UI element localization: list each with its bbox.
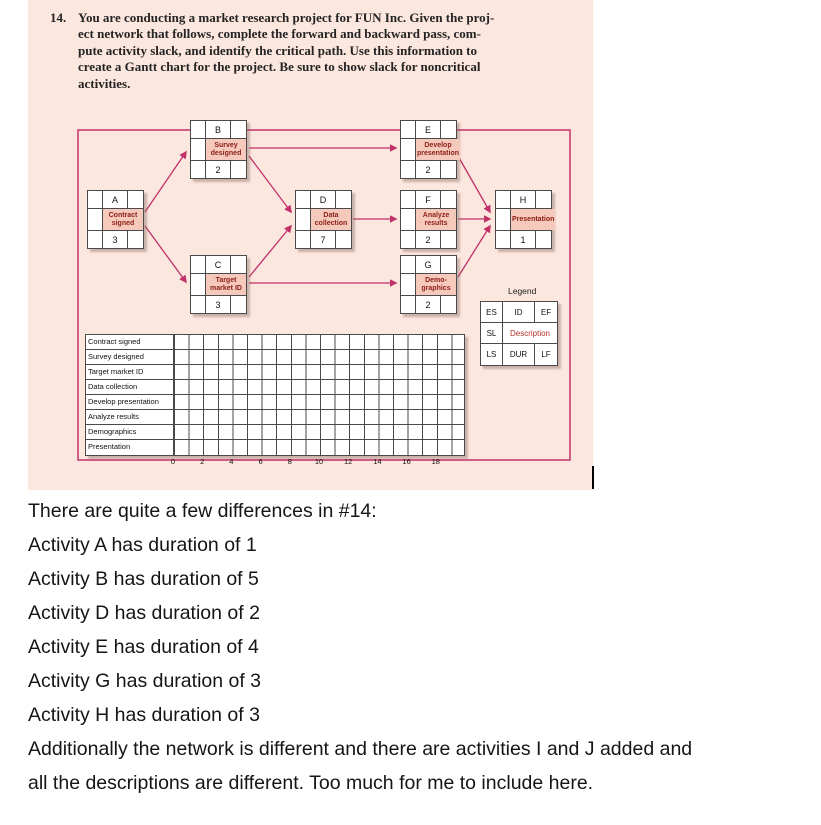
node-ls-cell: [191, 296, 206, 313]
node-ef-cell: [336, 191, 351, 208]
gantt-axis-label: 6: [258, 457, 263, 466]
node-description: Develop presentation: [416, 139, 460, 160]
gantt-row-label: Develop presentation: [86, 395, 174, 409]
node-slack-cell: [401, 209, 416, 230]
node-lf-cell: [441, 231, 456, 248]
gantt-chart: [85, 334, 465, 456]
activity-node-b: [190, 120, 247, 179]
gantt-axis: [85, 457, 465, 468]
activity-node-a: [87, 190, 144, 249]
node-slack-cell: [88, 209, 103, 230]
problem-line: You are conducting a market research project for FUN Inc. Given the proj-: [78, 10, 495, 25]
gantt-grid: [174, 425, 464, 439]
activity-node-f: [400, 190, 457, 249]
gantt-row-label: Demographics: [86, 425, 174, 439]
arrow-a-b: [145, 152, 186, 212]
node-description: Target market ID: [206, 274, 246, 295]
gantt-grid: [174, 365, 464, 379]
gantt-axis-label: 12: [344, 457, 353, 466]
node-es-cell: [496, 191, 511, 208]
legend-ef: EF: [540, 307, 552, 317]
node-duration: 2: [416, 161, 441, 178]
node-ls-cell: [401, 231, 416, 248]
problem-figure-panel: [28, 0, 593, 490]
node-id: C: [206, 256, 231, 273]
gantt-axis-label: 16: [402, 457, 411, 466]
gantt-row: [86, 365, 464, 380]
gantt-grid: [174, 335, 464, 349]
gantt-grid: [174, 395, 464, 409]
gantt-grid: [174, 440, 464, 455]
gantt-axis-label: 0: [170, 457, 176, 466]
notes-text: [28, 494, 696, 800]
gantt-row: [86, 440, 464, 455]
node-slack-cell: [191, 139, 206, 160]
gantt-grid: [174, 380, 464, 394]
gantt-grid: [174, 410, 464, 424]
activity-node-d: [295, 190, 352, 249]
gantt-axis-label: 8: [287, 457, 292, 466]
node-ls-cell: [496, 231, 511, 248]
node-lf-cell: [441, 161, 456, 178]
activity-node-g: [400, 255, 457, 314]
node-ef-cell: [231, 121, 246, 138]
node-es-cell: [296, 191, 311, 208]
node-description: Data collection: [311, 209, 351, 230]
node-duration: 7: [311, 231, 336, 248]
note-line: Activity H has duration of 3: [28, 704, 260, 726]
node-ef-cell: [441, 256, 456, 273]
node-duration: 3: [206, 296, 231, 313]
gantt-row-label: Analyze results: [86, 410, 174, 424]
gantt-row-label: Survey designed: [86, 350, 174, 364]
node-duration: 3: [103, 231, 128, 248]
note-line: Activity E has duration of 4: [28, 636, 259, 658]
node-ef-cell: [441, 121, 456, 138]
activity-node-h: [495, 190, 555, 249]
gantt-row: [86, 335, 464, 350]
legend-id: ID: [503, 302, 535, 322]
node-es-cell: [191, 121, 206, 138]
node-ef-cell: [536, 191, 551, 208]
legend-es: ES: [481, 302, 503, 322]
node-ls-cell: [296, 231, 311, 248]
node-es-cell: [88, 191, 103, 208]
node-lf-cell: [336, 231, 351, 248]
gantt-axis-label: 2: [200, 457, 205, 466]
legend: [480, 301, 558, 366]
node-id: D: [311, 191, 336, 208]
gantt-grid: [174, 350, 464, 364]
node-description: Contract signed: [103, 209, 143, 230]
gantt-row: [86, 380, 464, 395]
node-id: A: [103, 191, 128, 208]
legend-lf: LF: [541, 350, 551, 359]
node-ls-cell: [401, 296, 416, 313]
note-line: Activity A has duration of 1: [28, 534, 257, 556]
problem-line: pute activity slack, and identify the critical path. Use this information to: [78, 42, 478, 58]
arrow-b-d: [249, 156, 291, 212]
node-id: G: [416, 256, 441, 273]
node-id: E: [416, 121, 441, 138]
gantt-row-label: Data collection: [86, 380, 174, 394]
node-duration: 1: [511, 231, 536, 248]
arrow-a-c: [145, 226, 186, 282]
legend-sl: SL: [481, 323, 503, 343]
node-lf-cell: [441, 296, 456, 313]
node-es-cell: [401, 191, 416, 208]
gantt-row-label: Presentation: [86, 440, 174, 455]
gantt-axis-label: 18: [431, 457, 440, 466]
gantt-row: [86, 350, 464, 365]
node-lf-cell: [128, 231, 143, 248]
gantt-row: [86, 410, 464, 425]
node-slack-cell: [496, 209, 511, 230]
node-description: Survey designed: [206, 139, 246, 160]
activity-node-e: [400, 120, 460, 179]
problem-line: activities.: [78, 75, 131, 91]
gantt-row-label: Target market ID: [86, 365, 174, 379]
problem-line: ect network that follows, complete the forward and backward pass, com-: [78, 26, 481, 42]
node-slack-cell: [296, 209, 311, 230]
node-es-cell: [191, 256, 206, 273]
note-line: Activity G has duration of 3: [28, 670, 262, 692]
node-es-cell: [401, 121, 416, 138]
gantt-axis-label: 14: [373, 457, 382, 466]
node-slack-cell: [401, 274, 416, 295]
problem-line: create a Gantt chart for the project. Be sure to show slack for noncritical: [78, 59, 481, 75]
node-slack-cell: [401, 139, 416, 160]
node-duration: 2: [416, 231, 441, 248]
activity-node-c: [190, 255, 247, 314]
node-description: Presentation: [511, 209, 555, 230]
node-lf-cell: [231, 161, 246, 178]
node-lf-cell: [231, 296, 246, 313]
node-description: Analyze results: [416, 209, 456, 230]
note-line: Additionally the network is different and there are activities I and J added and all the descriptions are different. Too much for me to include here.: [28, 738, 693, 794]
node-duration: 2: [206, 161, 231, 178]
gantt-axis-label: 10: [314, 457, 324, 466]
node-ef-cell: [231, 256, 246, 273]
node-description: Demo- graphics: [416, 274, 456, 295]
legend-dur: DUR: [503, 344, 535, 365]
note-line: Activity B has duration of 5: [28, 568, 259, 590]
legend-description: Description: [509, 328, 550, 338]
arrow-c-d: [249, 226, 291, 277]
arrow-e-h: [458, 156, 490, 212]
node-id: B: [206, 121, 231, 138]
node-es-cell: [401, 256, 416, 273]
gantt-axis-label: 4: [229, 457, 234, 466]
node-ef-cell: [441, 191, 456, 208]
legend-ls: LS: [481, 344, 503, 365]
node-ls-cell: [401, 161, 416, 178]
node-duration: 2: [416, 296, 441, 313]
node-id: F: [416, 191, 441, 208]
gantt-row: [86, 425, 464, 440]
node-ls-cell: [191, 161, 206, 178]
gantt-row: [86, 395, 464, 410]
node-id: H: [511, 191, 536, 208]
note-line: There are quite a few differences in #14:: [28, 500, 377, 522]
note-line: Activity D has duration of 2: [28, 602, 260, 624]
legend-title: Legend: [508, 286, 537, 296]
node-lf-cell: [536, 231, 551, 248]
problem-number: 14.: [50, 10, 67, 25]
arrow-g-h: [458, 226, 490, 277]
node-ef-cell: [128, 191, 143, 208]
gantt-row-label: Contract signed: [86, 335, 174, 349]
node-slack-cell: [191, 274, 206, 295]
node-ls-cell: [88, 231, 103, 248]
